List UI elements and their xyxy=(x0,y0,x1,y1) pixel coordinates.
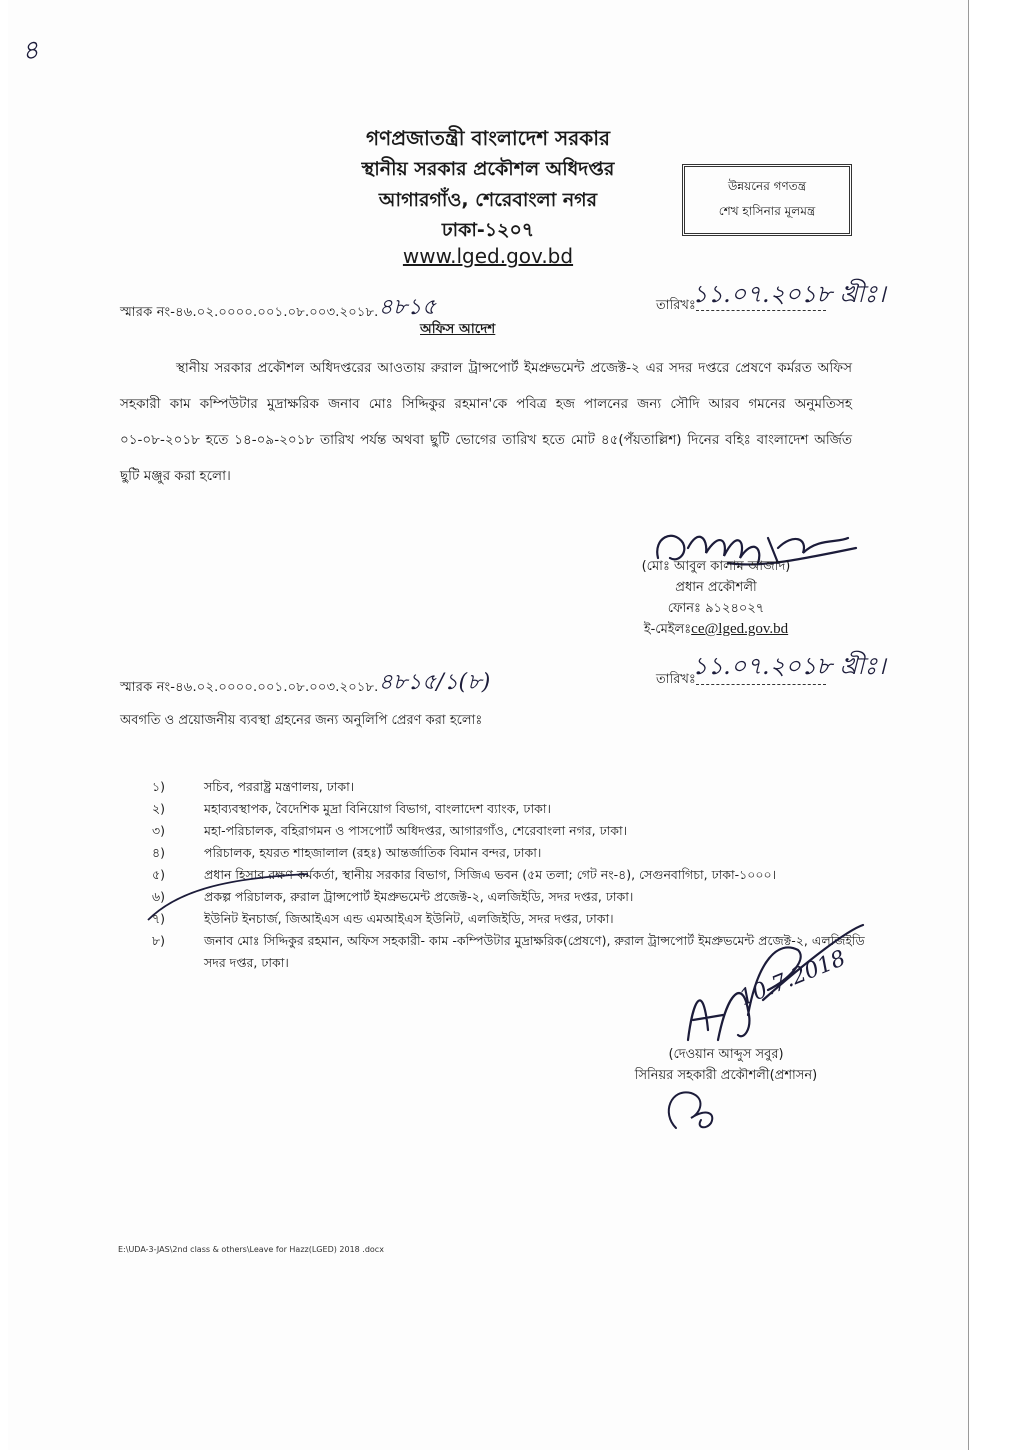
office-order-body: স্থানীয় সরকার প্রকৌশল অধিদপ্তরের আওতায় রুরাল ট্রান্সপোর্ট ইমপ্রুভমেন্ট প্রজেক্ট-২ এর সদর দপ্তরে প্রেষণে কর্মরত অফিস সহকারী কাম কম্পিউটার মুদ্রাক্ষরিক জনাব মোঃ সিদ্দিকুর রহমান'কে পবিত্র হজ পালনের জন্য সৌদি আরব গমনের অনুমতিসহ ০১-০৮-২০১৮ হতে ১৪-০৯-২০১৮ তারিখ পর্যন্ত অথবা ছুটি ভোগের তারিখ হতে মোট ৪৫(পঁয়তাল্লিশ) দিনের বহিঃ বাংলাদেশ অর্জিত ছুটি মঞ্জুর করা হলো। xyxy=(120,360,852,484)
list-item: ৬) প্রকল্প পরিচালক, রুরাল ট্রান্সপোর্ট ইমপ্রুভমেন্ট প্রজেক্ট-২, এলজিইডি, সদর দপ্তর, ঢাকা। xyxy=(152,889,634,904)
motto-line-1: উন্নয়নের গণতন্ত্র xyxy=(727,178,807,193)
header-address: আগারগাঁও, শেরেবাংলা নগর xyxy=(378,189,598,211)
list-item: ৮) জনাব মোঃ সিদ্দিকুর রহমান, অফিস সহকারী- কাম -কম্পিউটার মুদ্রাক্ষরিক(প্রেষণে), রুরাল ট্রান্সপোর্ট ইমপ্রুভমেন্ট প্রজেক্ট-২, এলজিইডি সদর দপ্তর, ঢাকা। xyxy=(152,933,865,970)
list-item: ৭) ইউনিট ইনচার্জ, জিআইএস এন্ড এমআইএস ইউনিট, এলজিইডি, সদর দপ্তর, ঢাকা। xyxy=(152,911,614,926)
list-item: ৪) পরিচালক, হযরত শাহজালাল (রহঃ) আন্তর্জাতিক বিমান বন্দর, ঢাকা। xyxy=(152,845,542,860)
header-website[interactable]: www.lged.gov.bd xyxy=(402,244,574,268)
motto-box xyxy=(682,164,852,236)
file-path-footer: E:\UDA-3-JAS\2nd class & others\Leave for Hazz(LGED) 2018 .docx xyxy=(118,1245,384,1254)
document-page xyxy=(8,0,969,1450)
signatory-1-name: (মোঃ আবুল কালাম আজাদ) xyxy=(641,559,791,574)
memo-prefix-2: স্মারক নং-৪৬.০২.০০০০.০০১.০৮.০০৩.২০১৮. xyxy=(120,680,379,695)
memo-handwritten-number-2: ৪৮১৫/১(৮) xyxy=(378,670,491,695)
office-order-title: অফিস আদেশ xyxy=(420,321,496,337)
list-item: ৫) প্রধান হিসাব রক্ষণ কর্মকর্তা, স্থানীয় সরকার বিভাগ, সিজিএ ভবন (৫ম তলা; গেট নং-৪), সেগুনবাগিচা, ঢাকা-১০০০। xyxy=(152,867,777,882)
list-item: ৩) মহা-পরিচালক, বহিরাগমন ও পাসপোর্ট অধিদপ্তর, আগারগাঁও, শেরেবাংলা নগর, ঢাকা। xyxy=(152,823,628,838)
motto-line-2: শেখ হাসিনার মূলমন্ত্র xyxy=(718,203,816,218)
email-link[interactable]: ce@lged.gov.bd xyxy=(691,621,789,637)
header-city: ঢাকা-১২০৭ xyxy=(441,219,535,241)
copy-intro: অবগতি ও প্রয়োজনীয় ব্যবস্থা গ্রহনের জন্য অনুলিপি প্রেরণ করা হলোঃ xyxy=(120,713,483,728)
signature-2-date: 10.7.2018 xyxy=(736,946,850,1012)
signatory-1-phone: ফোনঃ ৯১২৪০২৭ xyxy=(667,601,765,616)
header-department: স্থানীয় সরকার প্রকৌশল অধিদপ্তর xyxy=(361,158,615,180)
signatory-1-designation: প্রধান প্রকৌশলী xyxy=(675,580,757,595)
list-item: ২) মহাব্যবস্থাপক, বৈদেশিক মুদ্রা বিনিয়োগ বিভাগ, বাংলাদেশ ব্যাংক, ঢাকা। xyxy=(152,801,551,816)
handwritten-date-2: ১১.০৭.২০১৮ খ্রীঃ। xyxy=(692,652,886,680)
date-label-2: তারিখঃ xyxy=(656,672,696,687)
margin-mark: ৪ xyxy=(19,34,42,68)
header-government: গণপ্রজাতন্ত্রী বাংলাদেশ সরকার xyxy=(366,126,610,150)
initials-image xyxy=(656,1078,746,1138)
signatory-1-block xyxy=(616,556,816,640)
memo-number-2 xyxy=(120,667,491,704)
signatory-2-name: (দেওয়ান আব্দুস সবুর) xyxy=(668,1047,784,1062)
list-item: ১) সচিব, পররাষ্ট্র মন্ত্রণালয়, ঢাকা। xyxy=(152,779,355,794)
memo-number xyxy=(120,292,436,329)
pen-stroke-mark xyxy=(138,870,318,930)
handwritten-date: ১১.০৭.২০১৮ খ্রীঃ। xyxy=(692,280,886,308)
signatory-2-designation: সিনিয়র সহকারী প্রকৌশলী(প্রশাসন) xyxy=(634,1068,818,1083)
memo-handwritten-number: ৪৮১৫ xyxy=(378,295,437,320)
email-label: ই-মেইলঃ xyxy=(643,622,692,637)
signatory-1-email-row xyxy=(616,619,816,640)
date-label: তারিখঃ xyxy=(656,298,696,313)
memo-prefix: স্মারক নং-৪৬.০২.০০০০.০০১.০৮.০০৩.২০১৮. xyxy=(120,305,379,320)
